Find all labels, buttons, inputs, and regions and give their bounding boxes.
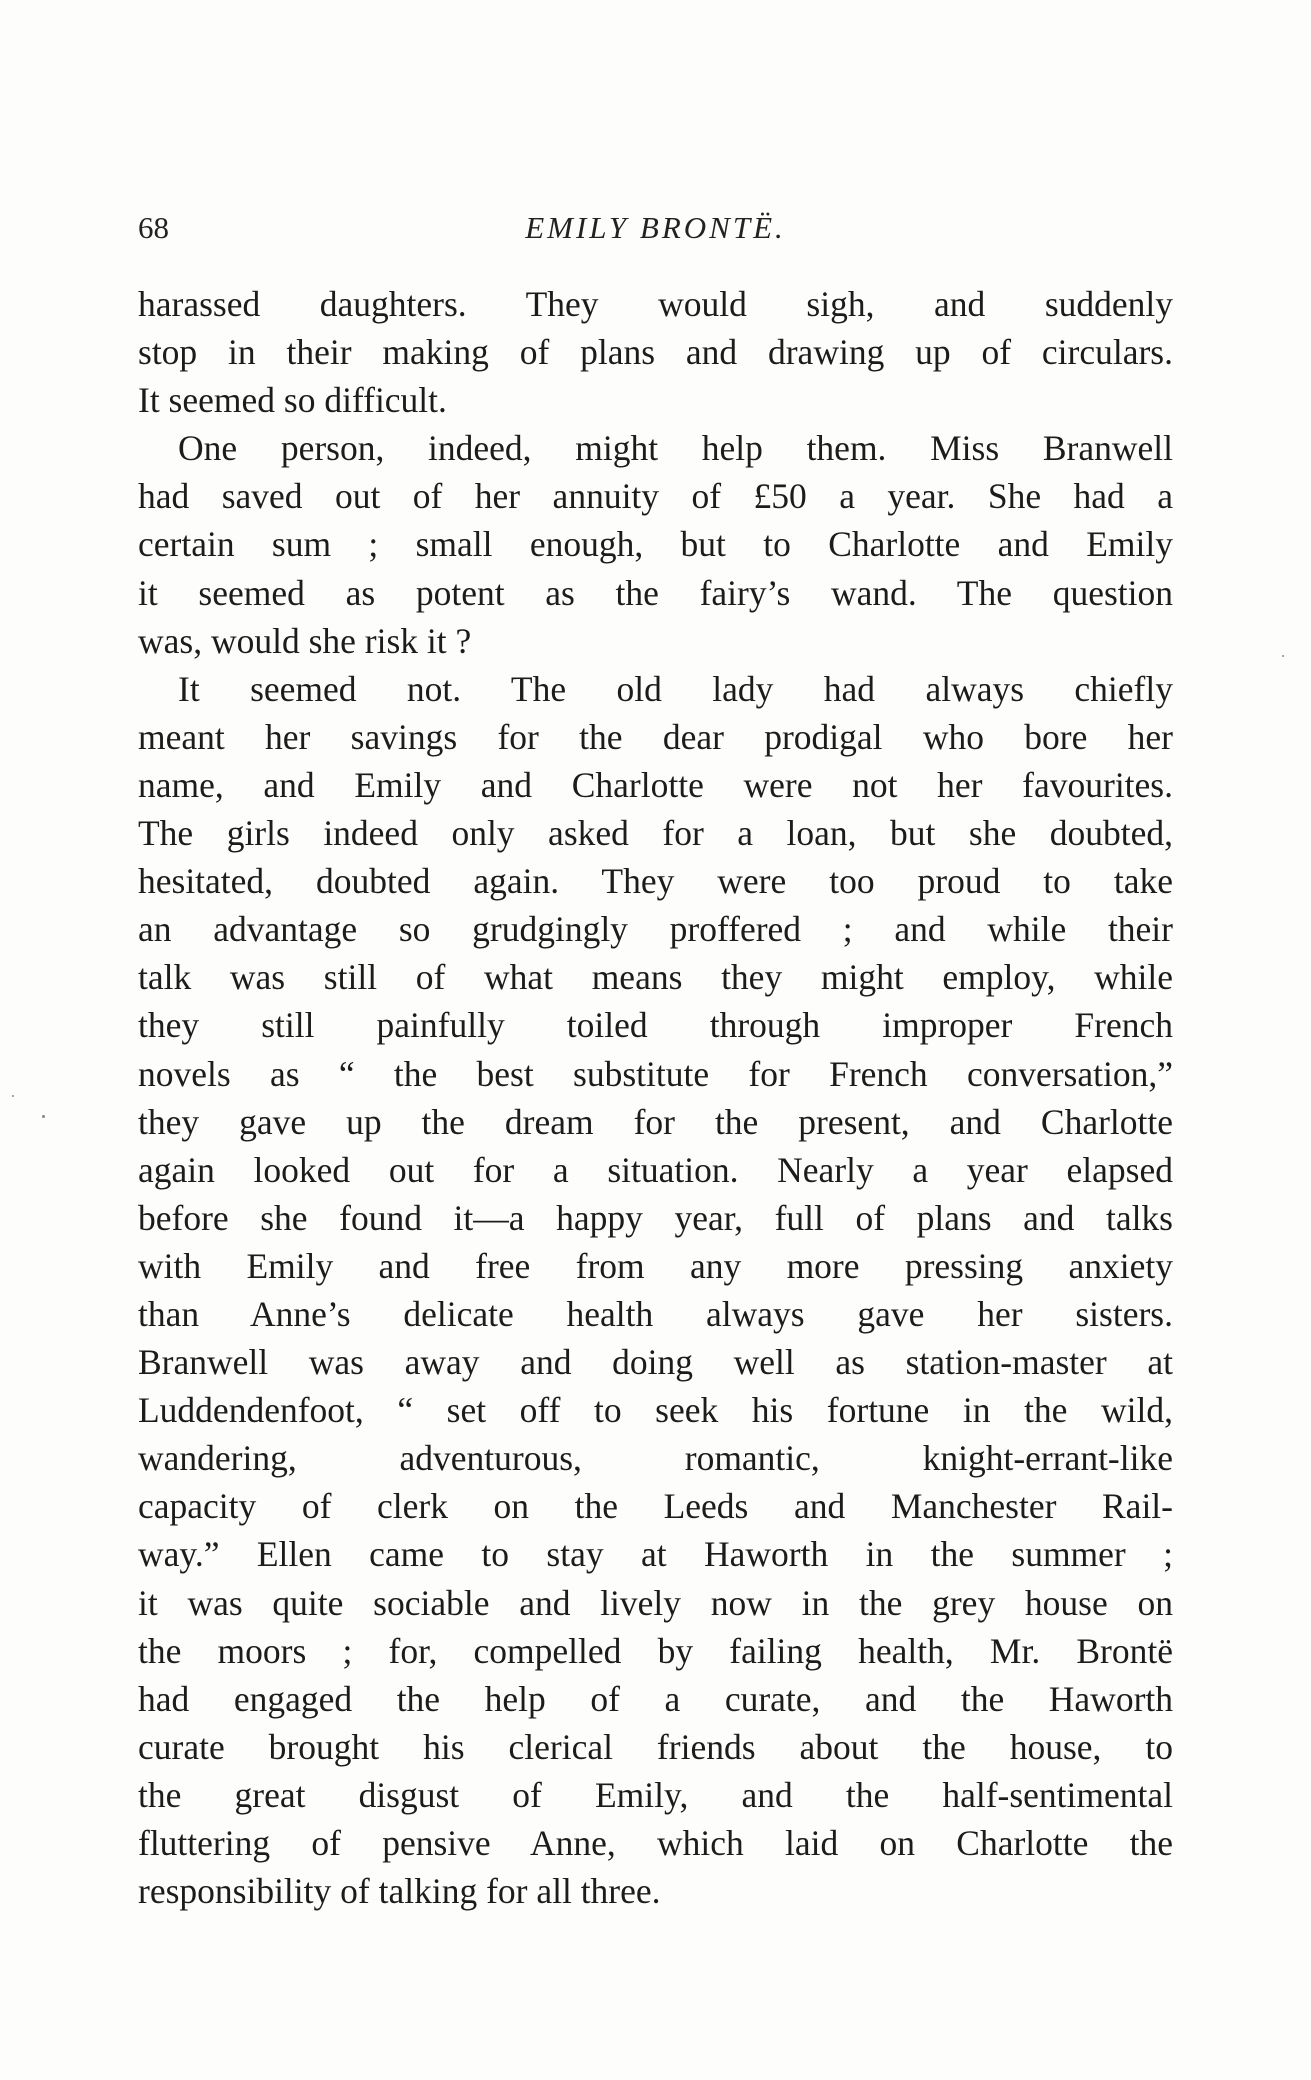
page-header xyxy=(138,210,1173,250)
text-line: curate brought his clerical friends about the house, to xyxy=(138,1726,1173,1767)
text-line: meant her savings for the dear prodigal who bore her xyxy=(138,716,1173,757)
page-number: 68 xyxy=(138,210,169,245)
text-line: responsibility of talking for all three. xyxy=(138,1871,661,1912)
text-line: than Anne’s delicate health always gave her sisters. xyxy=(138,1293,1173,1334)
text-line: they gave up the dream for the present, and Charlotte xyxy=(138,1101,1173,1142)
text-line: with Emily and free from any more pressing anxiety xyxy=(138,1245,1173,1286)
text-line: It seemed not. The old lady had always chiefly xyxy=(178,668,1173,709)
paper-speck xyxy=(1282,655,1284,657)
text-line: Luddendenfoot, “ set off to seek his fortune in the wild, xyxy=(138,1390,1173,1431)
text-line: One person, indeed, might help them. Miss Branwell xyxy=(178,428,1173,469)
text-line: harassed daughters. They would sigh, and suddenly xyxy=(138,284,1173,324)
text-line: the great disgust of Emily, and the half-sentimental xyxy=(138,1774,1173,1815)
text-line: had saved out of her annuity of £50 a year. She had a xyxy=(138,476,1173,517)
text-line: wandering, adventurous, romantic, knight-errant-like xyxy=(138,1438,1173,1479)
text-line: novels as “ the best substitute for French conversation,” xyxy=(138,1053,1173,1094)
text-line: it seemed as potent as the fairy’s wand. The question xyxy=(138,572,1173,613)
text-line: before she found it—a happy year, full of plans and talks xyxy=(138,1197,1173,1238)
paper-speck xyxy=(12,1095,14,1097)
text-line: The girls indeed only asked for a loan, but she doubted, xyxy=(138,813,1173,854)
text-line: they still painfully toiled through improper French xyxy=(138,1005,1173,1046)
text-line: certain sum ; small enough, but to Charlotte and Emily xyxy=(138,524,1173,565)
text-line: again looked out for a situation. Nearly a year elapsed xyxy=(138,1149,1173,1190)
text-line: was, would she risk it ? xyxy=(138,620,472,661)
text-line: talk was still of what means they might employ, while xyxy=(138,957,1173,998)
body-text xyxy=(138,280,1173,1915)
text-line: had engaged the help of a curate, and the Haworth xyxy=(138,1678,1173,1719)
text-line: it was quite sociable and lively now in the grey house on xyxy=(138,1582,1173,1623)
paper-speck xyxy=(42,1115,45,1118)
text-line: name, and Emily and Charlotte were not her favourites. xyxy=(138,764,1173,805)
text-line: It seemed so difficult. xyxy=(138,380,447,421)
text-line: stop in their making of plans and drawing up of circulars. xyxy=(138,332,1173,373)
text-line: an advantage so grudgingly proffered ; and while their xyxy=(138,909,1173,950)
text-line: way.” Ellen came to stay at Haworth in the summer ; xyxy=(138,1534,1173,1575)
text-line: fluttering of pensive Anne, which laid on Charlotte the xyxy=(138,1823,1173,1863)
text-line: capacity of clerk on the Leeds and Manchester Rail- xyxy=(138,1486,1173,1527)
text-line: Branwell was away and doing well as station-master at xyxy=(138,1342,1173,1383)
running-title: EMILY BRONTË. xyxy=(525,210,786,245)
text-line: hesitated, doubted again. They were too proud to take xyxy=(138,861,1173,902)
text-line: the moors ; for, compelled by failing health, Mr. Brontë xyxy=(138,1630,1173,1671)
